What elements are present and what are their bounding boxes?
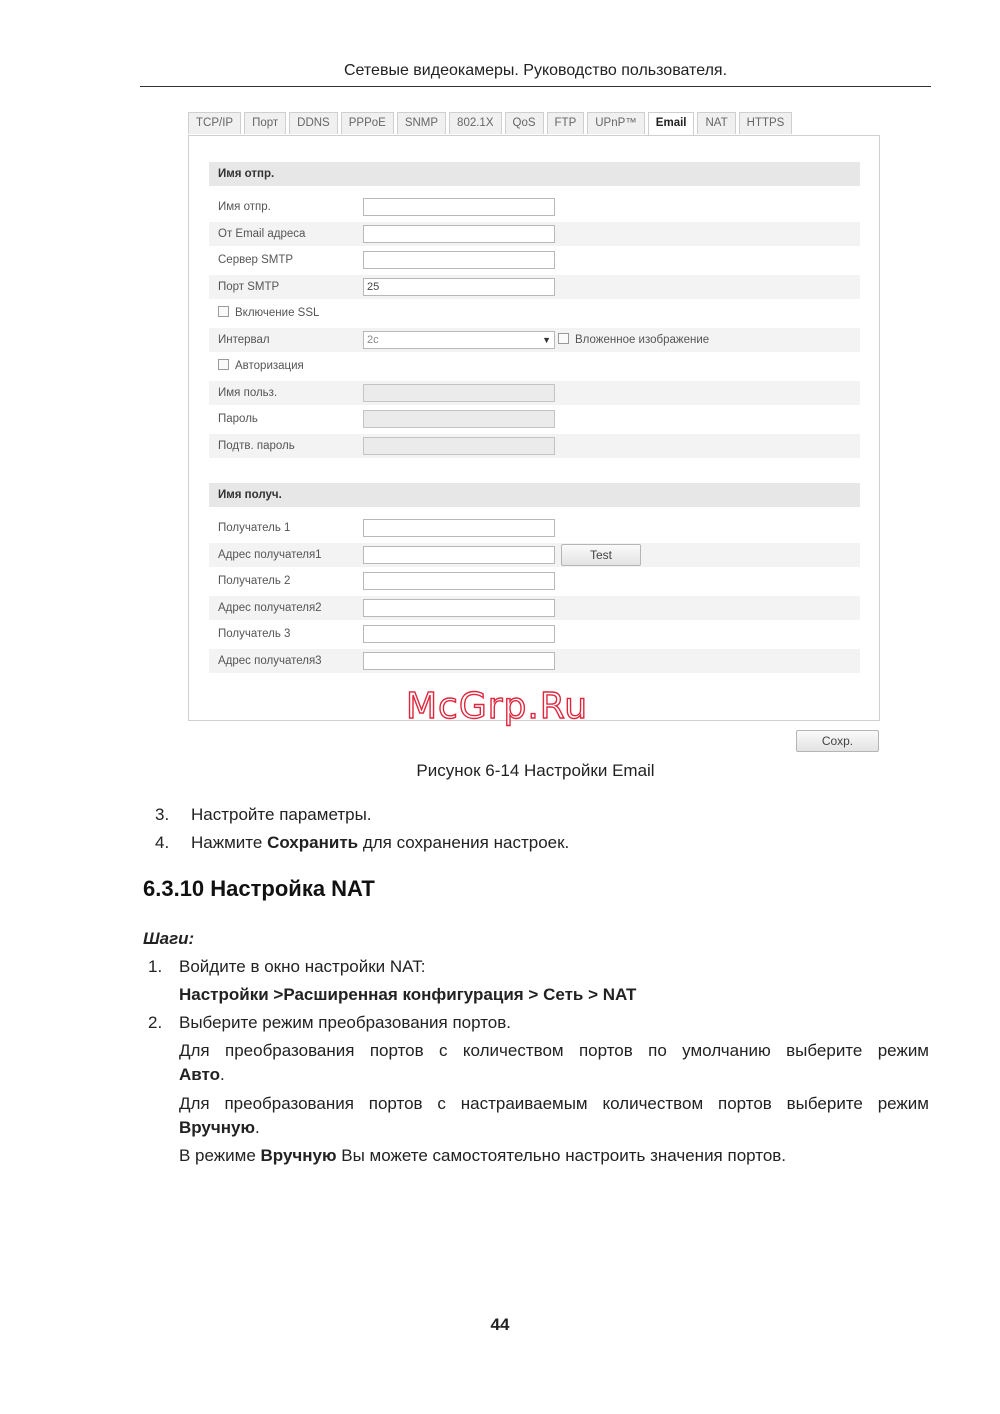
receiver2-address-row [209,596,860,620]
auto-mode-line: Для преобразования портов с количеством портов по умолчанию выберите режим [179,1041,929,1060]
receiver1-address-row [209,543,860,567]
tab-snmp[interactable]: SNMP [397,112,446,134]
confirm-password-label: Подтв. пароль [218,440,295,452]
tab-email[interactable]: Email [648,112,695,136]
receiver2-row [209,569,860,593]
receiver3-address-input[interactable] [363,652,555,670]
attached-image-checkbox[interactable] [558,333,569,344]
receiver1-address-label: Адрес получателя1 [218,549,322,561]
email-settings-screenshot [188,112,882,756]
smtp-port-row [209,275,860,299]
sender-email-label: От Email адреса [218,228,306,240]
sender-name-input[interactable] [363,198,555,216]
manual-mode-line: Для преобразования портов с настраиваемым количеством портов выберите режим [179,1094,929,1113]
tab-bar [188,112,795,135]
attached-image-option [558,328,709,352]
nat-menu-path: Настройки >Расширенная конфигурация > Сеть > NAT [179,985,637,1004]
step2-text: Выберите режим преобразования портов. [179,1013,512,1032]
tab-pppoe[interactable]: PPPoE [341,112,394,134]
test-button[interactable]: Test [561,544,641,566]
receiver3-row [209,622,860,646]
receiver3-address-label: Адрес получателя3 [218,655,322,667]
receiver1-label: Получатель 1 [218,522,291,534]
step1-number: 1. [148,957,163,976]
running-title: Сетевые видеокамеры. Руководство пользователя. [140,62,931,87]
smtp-port-label: Порт SMTP [218,281,280,293]
auth-label: Авторизация [235,360,304,372]
manual-mode-term: Вручную. [179,1118,260,1137]
confirm-password-input[interactable] [363,437,555,455]
auth-row [209,354,860,378]
dropdown-arrow-icon: ▼ [542,335,551,345]
receiver2-address-label: Адрес получателя2 [218,602,322,614]
receiver2-input[interactable] [363,572,555,590]
ssl-label: Включение SSL [235,307,320,319]
figure-caption: Рисунок 6-14 Настройки Email [416,761,655,780]
username-row [209,381,860,405]
receiver1-address-input[interactable] [363,546,555,564]
step4-number: 4. [155,833,170,852]
ssl-option [218,301,319,325]
attached-image-label: Вложенное изображение [575,334,710,346]
confirm-password-row [209,434,860,458]
receiver3-label: Получатель 3 [218,628,291,640]
sender-email-row [209,222,860,246]
step1-text: Войдите в окно настройки NAT: [179,957,426,976]
interval-select[interactable] [363,331,555,349]
step4-text: Нажмите Сохранить для сохранения настроек. [191,833,570,852]
ssl-row [209,301,860,325]
tab-https[interactable]: HTTPS [739,112,793,134]
tab-upnp[interactable]: UPnP™ [587,112,645,134]
receiver3-address-row [209,649,860,673]
auth-checkbox[interactable] [218,359,229,370]
step3-text: Настройте параметры. [191,805,372,824]
watermark: McGrp.Ru [406,686,589,727]
email-settings-panel [188,135,880,721]
interval-value: 2c [367,334,379,346]
sender-name-label: Имя отпр. [218,201,271,213]
step3-number: 3. [155,805,170,824]
auto-mode-term: Авто. [179,1065,225,1084]
sender-email-input[interactable] [363,225,555,243]
tab-ftp[interactable]: FTP [547,112,585,134]
receiver2-address-input[interactable] [363,599,555,617]
receiver2-label: Получатель 2 [218,575,291,587]
sender-name-row [209,195,860,219]
steps-label: Шаги: [143,929,195,948]
receiver-section-header: Имя получ. [209,483,860,507]
interval-row [209,328,860,352]
manual-mode-note: В режиме Вручную Вы можете самостоятельно настроить значения портов. [179,1146,787,1165]
smtp-server-input[interactable] [363,251,555,269]
password-label: Пароль [218,413,258,425]
tab-tcpip[interactable]: TCP/IP [188,112,241,134]
tab-ddns[interactable]: DDNS [289,112,338,134]
section-title: 6.3.10 Настройка NAT [143,876,375,901]
sender-section-header: Имя отпр. [209,162,860,186]
receiver1-input[interactable] [363,519,555,537]
auth-option [218,354,304,378]
smtp-server-label: Сервер SMTP [218,254,294,266]
smtp-port-input[interactable]: 25 [363,278,555,296]
interval-label: Интервал [218,334,270,346]
tab-port[interactable]: Порт [244,112,286,134]
receiver3-input[interactable] [363,625,555,643]
ssl-checkbox[interactable] [218,306,229,317]
username-label: Имя польз. [218,387,278,399]
password-row [209,407,860,431]
tab-qos[interactable]: QoS [505,112,544,134]
page-number: 44 [490,1315,510,1334]
username-input[interactable] [363,384,555,402]
tab-nat[interactable]: NAT [697,112,735,134]
step2-number: 2. [148,1013,163,1032]
password-input[interactable] [363,410,555,428]
receiver1-row [209,516,860,540]
smtp-server-row [209,248,860,272]
save-term: Сохранить [267,833,359,852]
save-button[interactable]: Сохр. [796,730,879,752]
tab-8021x[interactable]: 802.1X [449,112,501,134]
